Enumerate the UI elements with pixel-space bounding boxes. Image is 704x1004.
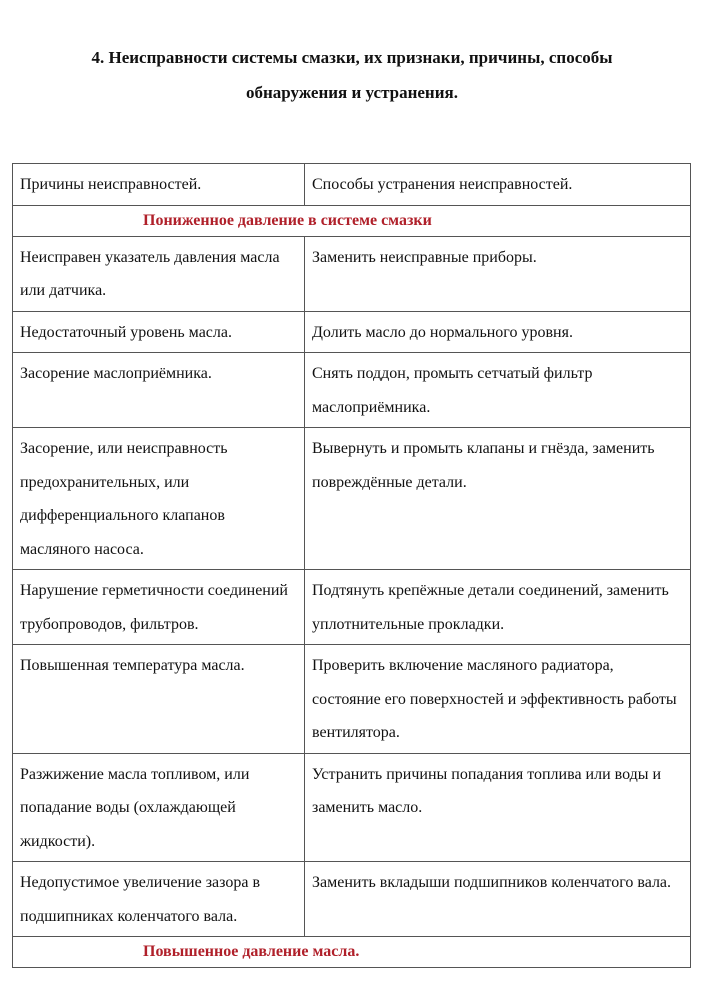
remedy-cell: Заменить вкладыши подшипников коленчатого вала. (305, 862, 691, 937)
section-low-pressure: Пониженное давление в системе смазки (13, 205, 691, 236)
page-title-line-1: 4. Неисправности системы смазки, их признаки, причины, способы (91, 48, 613, 67)
page-title-line-2: обнаружения и устранения. (246, 83, 458, 102)
table-header-row (13, 164, 691, 206)
table-row (13, 353, 691, 428)
table-row (13, 753, 691, 862)
table-row (13, 645, 691, 754)
cause-cell: Засорение маслоприёмника. (13, 353, 305, 428)
header-remedies: Способы устранения неисправностей. (305, 164, 691, 206)
faults-table (12, 163, 691, 968)
header-causes: Причины неисправностей. (13, 164, 305, 206)
cause-cell: Недостаточный уровень масла. (13, 311, 305, 353)
table-row (13, 236, 691, 311)
section-row-high-pressure (13, 937, 691, 968)
cause-cell: Неисправен указатель давления масла или датчика. (13, 236, 305, 311)
cause-cell: Повышенная температура масла. (13, 645, 305, 754)
section-row-low-pressure (13, 205, 691, 236)
table-row (13, 428, 691, 570)
table-row (13, 862, 691, 937)
cause-cell: Недопустимое увеличение зазора в подшипниках коленчатого вала. (13, 862, 305, 937)
remedy-cell: Вывернуть и промыть клапаны и гнёзда, заменить повреждённые детали. (305, 428, 691, 570)
table-row (13, 570, 691, 645)
remedy-cell: Подтянуть крепёжные детали соединений, заменить уплотнительные прокладки. (305, 570, 691, 645)
remedy-cell: Проверить включение масляного радиатора, состояние его поверхностей и эффективность работы вентилятора. (305, 645, 691, 754)
remedy-cell: Снять поддон, промыть сетчатый фильтр маслоприёмника. (305, 353, 691, 428)
section-high-pressure: Повышенное давление масла. (13, 937, 691, 968)
cause-cell: Разжижение масла топливом, или попадание воды (охлаждающей жидкости). (13, 753, 305, 862)
cause-cell: Засорение, или неисправность предохранительных, или дифференциального клапанов масляного насоса. (13, 428, 305, 570)
remedy-cell: Устранить причины попадания топлива или воды и заменить масло. (305, 753, 691, 862)
remedy-cell: Заменить неисправные приборы. (305, 236, 691, 311)
remedy-cell: Долить масло до нормального уровня. (305, 311, 691, 353)
cause-cell: Нарушение герметичности соединений трубопроводов, фильтров. (13, 570, 305, 645)
table-row (13, 311, 691, 353)
